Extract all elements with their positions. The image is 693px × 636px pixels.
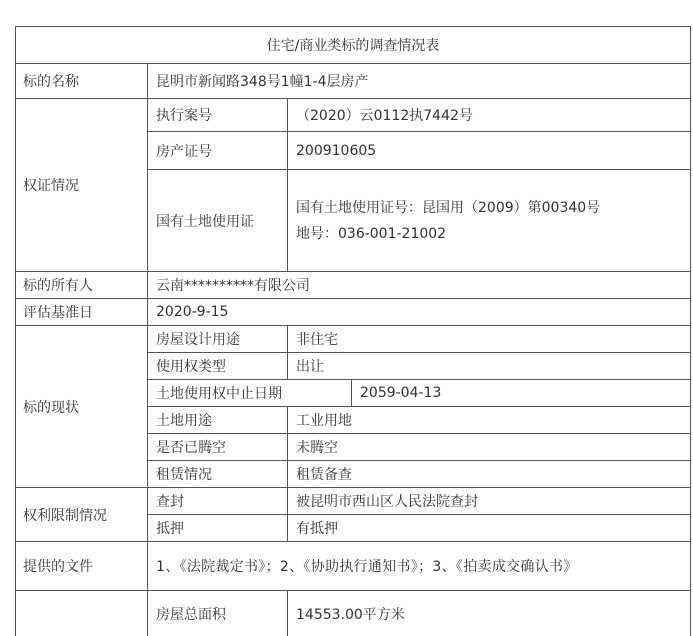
owner-label: 标的所有人 xyxy=(23,278,93,294)
land-cert-value xyxy=(288,170,690,271)
table-title: 住宅/商业类标的调查情况表 xyxy=(266,38,440,54)
case-no-label: 执行案号 xyxy=(156,108,212,124)
right-type-value: 出让 xyxy=(296,359,324,375)
rights-label: 权证情况 xyxy=(23,178,79,194)
documents-label: 提供的文件 xyxy=(23,559,93,575)
documents-value: 1、《法院裁定书》；2、《协助执行通知书》；3、《拍卖成交确认书》 xyxy=(156,559,578,575)
right-type-label: 使用权类型 xyxy=(156,359,226,375)
land-end-date-value: 2059-04-13 xyxy=(360,385,442,401)
seizure-label: 查封 xyxy=(156,494,184,510)
area-value: 14553.00平方米 xyxy=(296,606,405,623)
land-cert-number: 国有土地使用证号：昆国用（2009）第00340号 xyxy=(296,199,601,216)
design-use-label: 房屋设计用途 xyxy=(156,332,240,348)
target-name-label: 标的名称 xyxy=(23,74,79,90)
valuation-date-value: 2020-9-15 xyxy=(156,304,229,320)
land-cert-label: 国有土地使用证 xyxy=(156,213,254,230)
area-label: 房屋总面积 xyxy=(156,606,226,623)
seizure-value: 被昆明市西山区人民法院查封 xyxy=(296,494,478,510)
mortgage-value: 有抵押 xyxy=(296,521,338,537)
restrictions-label: 权利限制情况 xyxy=(23,507,107,524)
status-label: 标的现状 xyxy=(23,399,79,416)
vacated-label: 是否已腾空 xyxy=(156,440,226,456)
vacated-value: 未腾空 xyxy=(296,440,338,456)
owner-value: 云南**********有限公司 xyxy=(156,278,310,294)
land-lot-number: 地号：036-001-21002 xyxy=(296,225,447,242)
land-end-date-label: 土地使用权中止日期 xyxy=(156,386,282,402)
target-name-value: 昆明市新闻路348号1幢1-4层房产 xyxy=(156,74,369,90)
land-use-value: 工业用地 xyxy=(296,413,352,429)
lease-label: 租赁情况 xyxy=(156,467,212,483)
rule xyxy=(690,26,691,636)
property-cert-value: 200910605 xyxy=(296,142,377,159)
land-use-label: 土地用途 xyxy=(156,413,212,429)
design-use-value: 非住宅 xyxy=(296,332,338,348)
property-cert-label: 房产证号 xyxy=(156,143,212,160)
mortgage-label: 抵押 xyxy=(156,521,184,537)
valuation-date-label: 评估基准日 xyxy=(23,305,93,321)
lease-value: 租赁备查 xyxy=(296,467,352,483)
case-no-value: （2020）云0112执7442号 xyxy=(296,108,473,124)
